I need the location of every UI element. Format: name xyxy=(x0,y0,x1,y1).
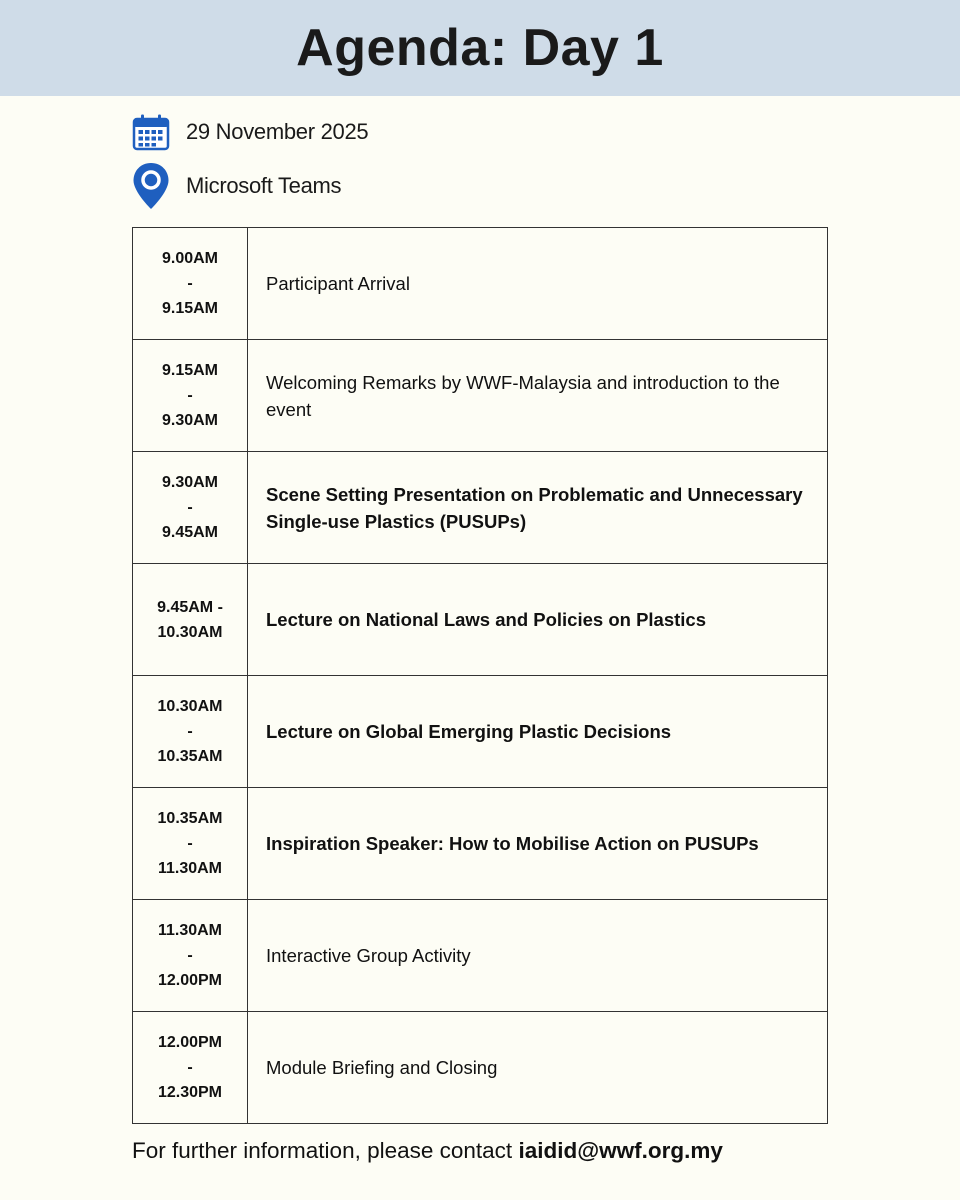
agenda-time xyxy=(133,564,248,676)
agenda-time xyxy=(133,900,248,1012)
time-line: 11.30AM xyxy=(157,860,223,877)
agenda-row xyxy=(133,228,828,340)
time-line: 12.00PM xyxy=(157,972,223,989)
contact-text: For further information, please contact xyxy=(132,1138,519,1163)
agenda-activity: Lecture on National Laws and Policies on Plastics xyxy=(248,564,828,676)
time-line: 11.30AM xyxy=(157,922,223,939)
agenda-activity: Interactive Group Activity xyxy=(248,900,828,1012)
time-line: - xyxy=(187,947,193,964)
agenda-time xyxy=(133,676,248,788)
agenda-row xyxy=(133,340,828,452)
agenda-row xyxy=(133,676,828,788)
time-line: 9.00AM xyxy=(161,250,219,267)
agenda-time xyxy=(133,228,248,340)
agenda-time xyxy=(133,788,248,900)
time-line: 9.15AM xyxy=(161,300,219,317)
agenda-activity: Participant Arrival xyxy=(248,228,828,340)
agenda-time xyxy=(133,452,248,564)
time-line: - xyxy=(187,387,193,404)
time-line: - xyxy=(187,1059,193,1076)
agenda-row xyxy=(133,900,828,1012)
contact-footer xyxy=(132,1138,723,1164)
time-line: 12.30PM xyxy=(157,1084,223,1101)
agenda-row xyxy=(133,564,828,676)
time-line: 12.00PM xyxy=(157,1034,223,1051)
agenda-time xyxy=(133,1012,248,1124)
agenda-activity: Lecture on Global Emerging Plastic Decisions xyxy=(248,676,828,788)
agenda-activity: Module Briefing and Closing xyxy=(248,1012,828,1124)
agenda-table xyxy=(132,227,828,1124)
time-line: 9.30AM xyxy=(161,412,219,429)
time-line: 10.30AM xyxy=(157,698,223,715)
agenda-row xyxy=(133,788,828,900)
agenda-time xyxy=(133,340,248,452)
contact-email-link[interactable]: iaidid@wwf.org.my xyxy=(518,1138,723,1163)
calendar-icon xyxy=(132,113,170,151)
time-line: - xyxy=(187,499,193,516)
event-date-row xyxy=(132,112,368,152)
time-line: - xyxy=(187,275,193,292)
time-line: 9.30AM xyxy=(161,474,219,491)
page-title: Agenda: Day 1 xyxy=(296,19,664,77)
agenda-activity: Inspiration Speaker: How to Mobilise Action on PUSUPs xyxy=(248,788,828,900)
time-line: 9.45AM - xyxy=(157,598,223,616)
event-location: Microsoft Teams xyxy=(186,173,342,198)
agenda-row xyxy=(133,452,828,564)
agenda-activity: Welcoming Remarks by WWF-Malaysia and introduction to the event xyxy=(248,340,828,452)
agenda-row xyxy=(133,1012,828,1124)
time-line: - xyxy=(187,723,193,740)
time-line: 10.35AM xyxy=(157,810,223,827)
time-line: 9.15AM xyxy=(161,362,219,379)
time-line: 9.45AM xyxy=(161,524,219,541)
time-line: 10.30AM xyxy=(157,623,223,641)
event-location-row xyxy=(132,162,341,210)
agenda-activity: Scene Setting Presentation on Problematic and Unnecessary Single-use Plastics (PUSUPs) xyxy=(248,452,828,564)
time-line: - xyxy=(187,835,193,852)
header-banner xyxy=(0,0,960,96)
time-line: 10.35AM xyxy=(157,748,223,765)
event-date: 29 November 2025 xyxy=(186,119,369,144)
location-pin-icon xyxy=(132,162,170,210)
